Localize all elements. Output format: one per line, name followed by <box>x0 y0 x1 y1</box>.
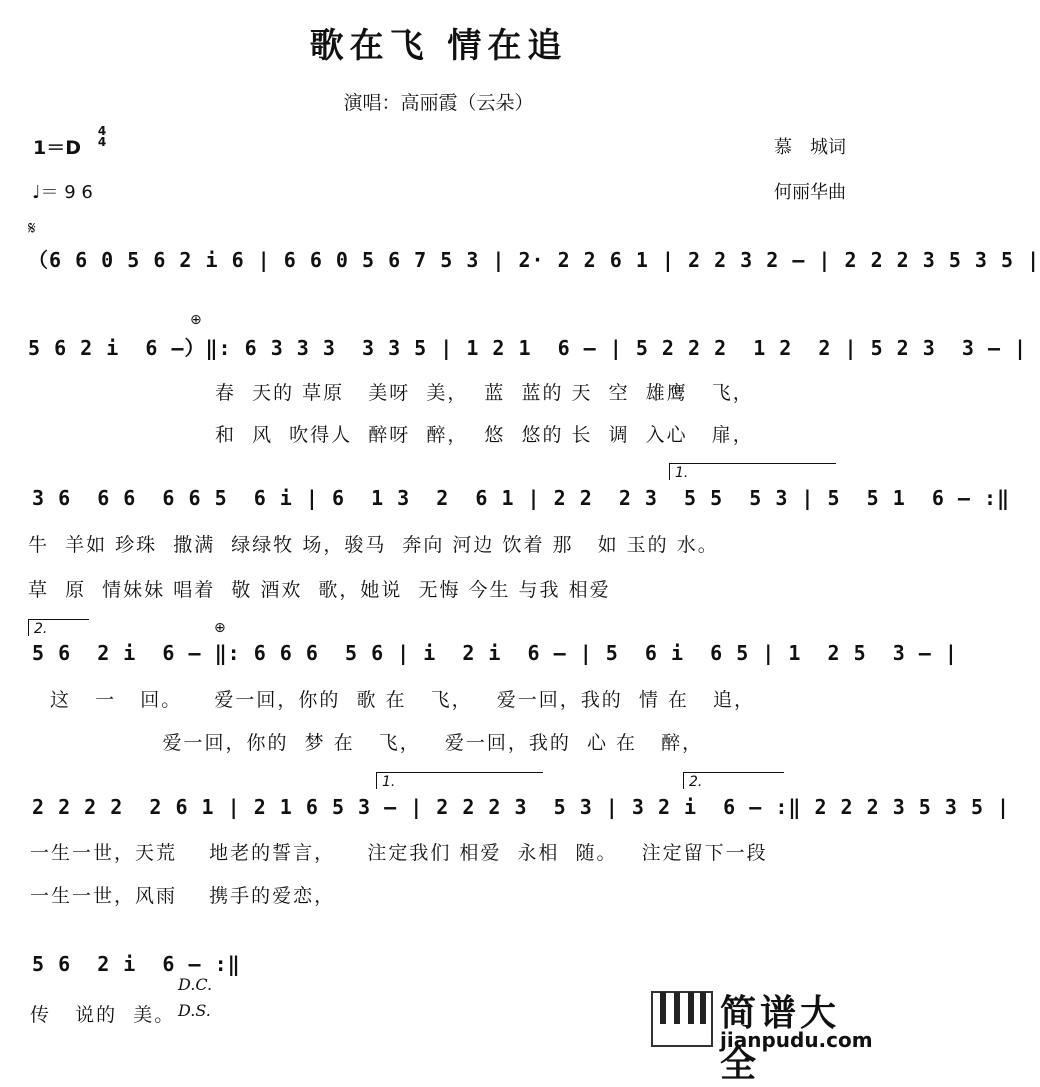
coda-icon-2: ⊕ <box>214 620 226 636</box>
volta-1-label: 1. <box>675 465 689 481</box>
notation-row-1: （6 6 0 5 6 2 i 6 | 6 6 0 5 6 7 5 3 | 2· 2 2 6 1 | 2 2 3 2 — | 2 2 2 3 5 3 5 | <box>28 248 1040 272</box>
time-signature: 4 4 <box>97 124 107 149</box>
volta-3-label: 1. <box>382 774 396 790</box>
page-title: 歌在飞 情在追 <box>309 26 568 66</box>
notation-row-3: 3 6 6 6 6 6 5 6 i | 6 1 3 2 6 1 | 2 2 2 3 5 5 5 3 | 5 5 1 6 — :‖ <box>32 486 1011 510</box>
lyric-row-2b: 和 风 吹得人 醉呀 醉， 悠 悠的 长 调 入心 扉， <box>215 424 754 446</box>
lyricist-credit: 慕 城词 <box>774 137 846 158</box>
lyric-row-2a: 春 天的 草原 美呀 美， 蓝 蓝的 天 空 雄鹰 飞， <box>215 382 754 404</box>
lyric-row-4b: 爱一回，你的 梦 在 飞， 爱一回，我的 心 在 醉， <box>50 732 704 754</box>
volta-4-label: 2. <box>689 774 703 790</box>
notation-row-2: 5 6 2 i 6 —）‖: 6 3 3 3 3 3 5 | 1 2 1 6 — | 5 2 2 2 1 2 2 | 5 2 3 3 — | <box>28 336 1028 360</box>
watermark-name: 简谱大全 <box>720 993 841 1085</box>
coda-icon-1: ⊕ <box>190 312 202 328</box>
volta-3-bracket <box>376 772 543 789</box>
lyric-row-5b: 一生一世，风雨 携手的爱恋， <box>30 885 336 907</box>
notation-row-6: 5 6 2 i 6 — :‖ <box>32 952 241 976</box>
lyric-row-6: 传 说的 美。 <box>30 1004 176 1026</box>
lyric-row-3a: 牛 羊如 珍珠 撒满 绿绿牧 场，骏马 奔向 河边 饮着 那 如 玉的 水。 <box>28 534 719 556</box>
segno-icon: 𝄋 <box>28 218 36 239</box>
composer-credit: 何丽华曲 <box>774 182 846 203</box>
volta-2-label: 2. <box>34 621 48 637</box>
notation-row-4: 5 6 2 i 6 — ‖: 6 6 6 5 6 | i 2 i 6 — | 5 6 i 6 5 | 1 2 5 3 — | <box>32 641 958 665</box>
volta-1-bracket <box>669 463 836 480</box>
watermark-url: jianpudu.com <box>720 1028 873 1052</box>
piano-logo-icon <box>650 990 714 1048</box>
tempo-mark: ♩＝ 9 6 <box>32 182 93 203</box>
ds-mark: D.S. <box>178 1001 211 1020</box>
lyric-row-3b: 草 原 情妹妹 唱着 敬 酒欢 歌，她说 无悔 今生 与我 相爱 <box>28 579 611 601</box>
lyric-row-5a: 一生一世，天荒 地老的誓言， 注定我们 相爱 永相 随。 注定留下一段 <box>30 842 768 864</box>
lyric-row-4a: 这 一 回。 爱一回，你的 歌 在 飞， 爱一回，我的 情 在 追， <box>50 689 755 711</box>
dc-mark: D.C. <box>178 975 213 994</box>
notation-row-5: 2 2 2 2 2 6 1 | 2 1 6 5 3 — | 2 2 2 3 5 3 | 3 2 i 6 — :‖ 2 2 2 3 5 3 5 | <box>32 795 1011 819</box>
key-signature: 1＝D <box>33 137 81 159</box>
performer-line: 演唱：高丽霞（云朵） <box>343 92 534 114</box>
